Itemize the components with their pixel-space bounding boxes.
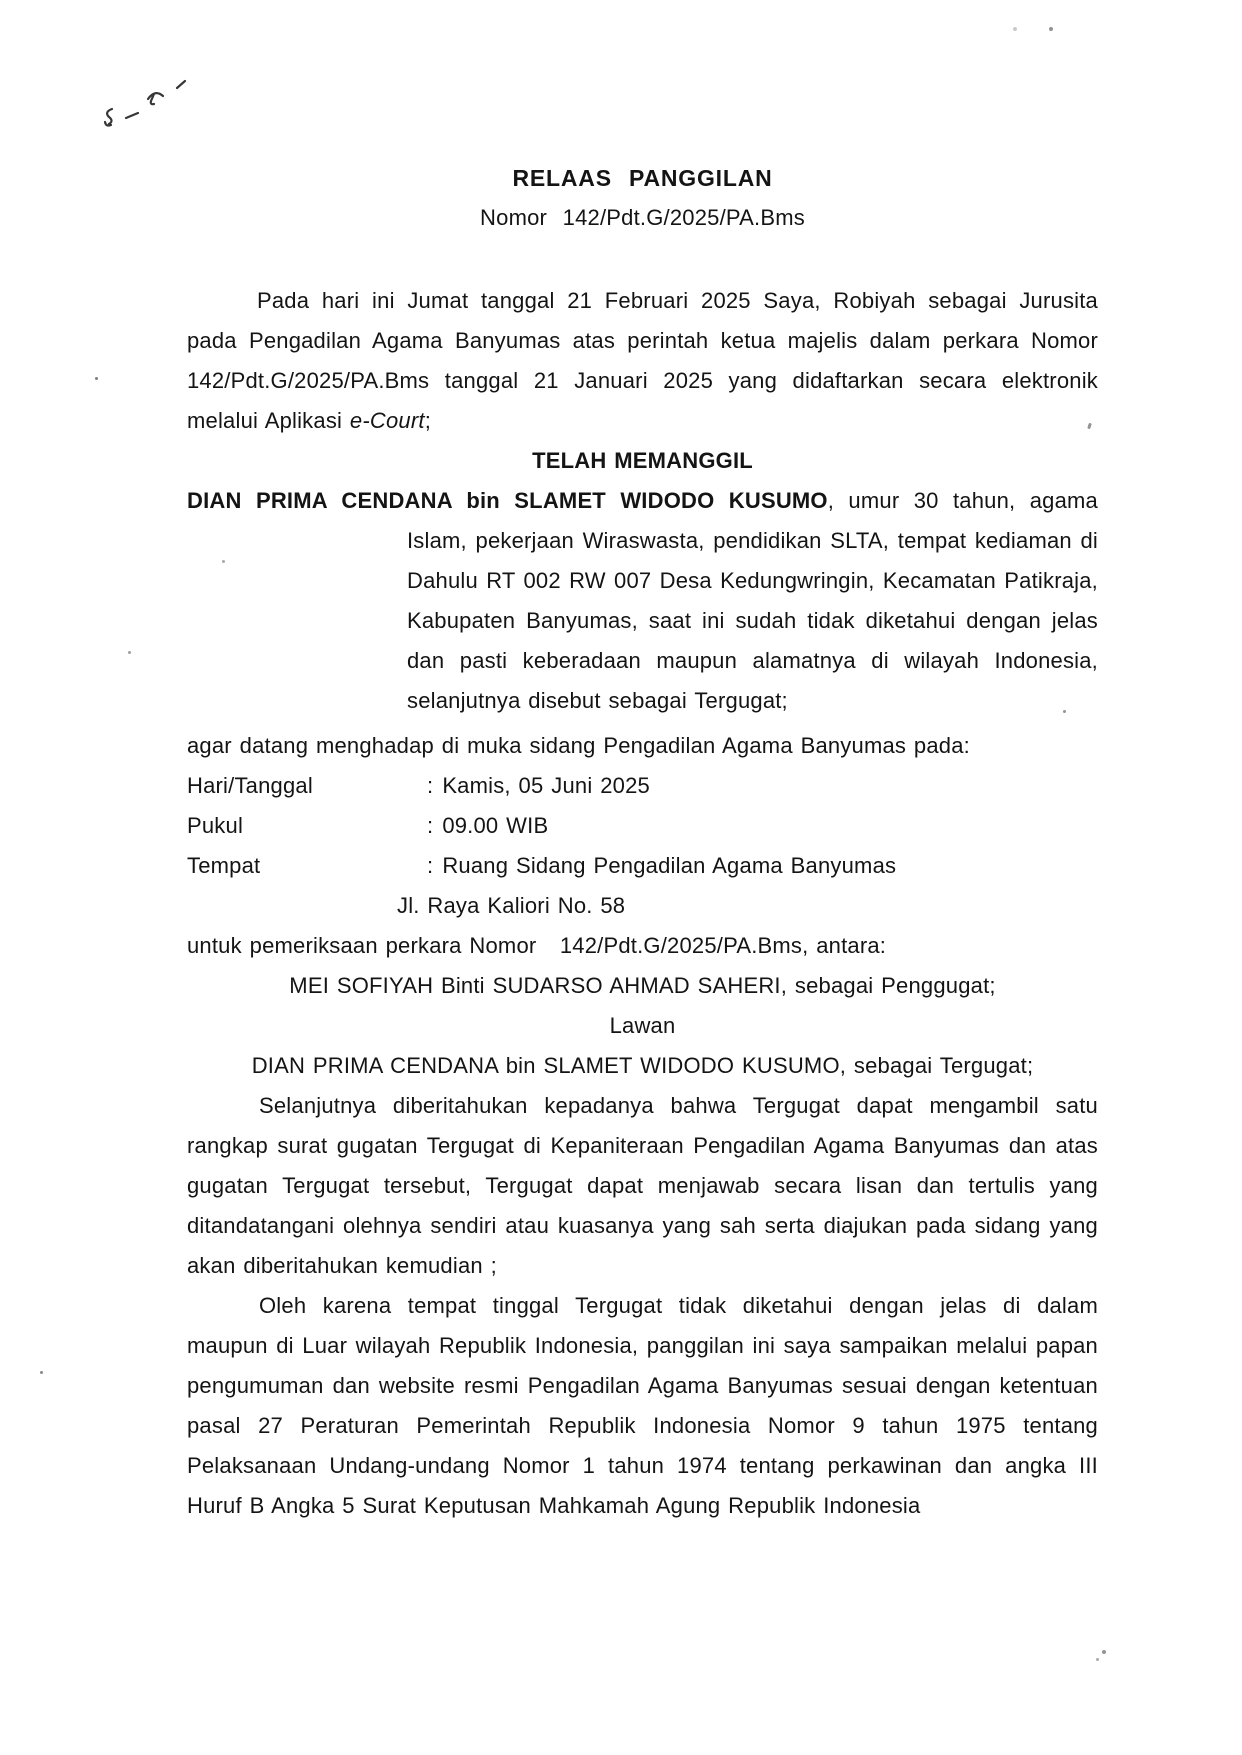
scan-speck (1049, 27, 1053, 31)
schedule-row-place (187, 846, 1098, 886)
defendant-details: , umur 30 tahun, agama Islam, pekerjaan Wiraswasta, pendidikan SLTA, tempat kediaman di Dahulu RT 002 RW 007 Desa Kedungwringin, Kecamatan Patikraja, Kabupaten Banyumas, saat ini sudah tidak diketahui dengan jelas dan pasti keberadaan maupun alamatnya di wilayah Indonesia, selanjutnya disebut sebagai Tergugat; (407, 488, 1098, 713)
defendant-identity-paragraph (187, 481, 1098, 721)
case-examination-line: untuk pemeriksaan perkara Nomor 142/Pdt.G/2025/PA.Bms, antara: (187, 933, 887, 958)
summon-heading: TELAH MEMANGGIL (532, 448, 753, 473)
court-address-line: Jl. Raya Kaliori No. 58 (397, 893, 626, 918)
scan-speck (128, 651, 131, 654)
scan-speck (1013, 27, 1017, 31)
opening-paragraph (187, 281, 1098, 441)
schedule-label-time: Pukul (187, 813, 244, 838)
colon-separator: : (427, 853, 434, 878)
defendant-line: DIAN PRIMA CENDANA bin SLAMET WIDODO KUSUMO, sebagai Tergugat; (251, 1053, 1034, 1078)
versus-label: Lawan (609, 1013, 676, 1038)
schedule-value-time: 09.00 WIB (442, 813, 549, 838)
service-paragraph: Oleh karena tempat tinggal Tergugat tidak diketahui dengan jelas di dalam maupun di Luar wilayah Republik Indonesia, panggilan ini saya sampaikan melalui papan pengumuman dan website resmi Pengadilan Agama Banyumas sesuai dengan ketentuan pasal 27 Peraturan Pemerintah Republik Indonesia Nomor 9 tahun 1975 tentang Pelaksanaan Undang-undang Nomor 1 tahun 1974 tentang perkawinan dan angka III Huruf B Angka 5 Surat Keputusan Mahkamah Agung Republik Indonesia (187, 1293, 1098, 1518)
pen-scribble-marks (92, 68, 202, 128)
opening-text: Pada hari ini Jumat tanggal 21 Februari 2025 Saya, Robiyah sebagai Jurusita pada Pengadilan Agama Banyumas atas perintah ketua majelis dalam perkara Nomor 142/Pdt.G/2025/PA.Bms tanggal 21 Januari 2025 yang didaftarkan secara elektronik melalui Aplikasi (187, 288, 1098, 433)
scan-speck (1102, 1650, 1106, 1654)
schedule-row-day-date (187, 766, 1098, 806)
document-title: RELAAS PANGGILAN (512, 165, 773, 191)
scan-speck (95, 377, 98, 380)
schedule-row-time (187, 806, 1098, 846)
colon-separator: : (427, 773, 434, 798)
notice-paragraph: Selanjutnya diberitahukan kepadanya bahwa Tergugat dapat mengambil satu rangkap surat gugatan Tergugat di Kepaniteraan Pengadilan Agama Banyumas dan atas gugatan Tergugat tersebut, Tergugat dapat menjawab secara lisan dan tertulis yang ditandatangani olehnya sendiri atau kuasanya yang sah serta diajukan pada sidang yang akan diberitahukan kemudian ; (187, 1093, 1098, 1278)
defendant-name: DIAN PRIMA CENDANA bin SLAMET WIDODO KUSUMO (187, 488, 828, 513)
document-body (187, 158, 1098, 1526)
colon-separator: : (427, 813, 434, 838)
schedule-value-place: Ruang Sidang Pengadilan Agama Banyumas (442, 853, 897, 878)
opening-text-end: ; (424, 408, 431, 433)
plaintiff-line: MEI SOFIYAH Binti SUDARSO AHMAD SAHERI, sebagai Penggugat; (289, 973, 996, 998)
ecourt-italic-text: e-Court (349, 408, 425, 433)
scan-speck (40, 1371, 43, 1374)
scan-speck (1096, 1658, 1099, 1661)
schedule-value-day-date: Kamis, 05 Juni 2025 (442, 773, 650, 798)
case-number-line: Nomor 142/Pdt.G/2025/PA.Bms (480, 205, 805, 230)
schedule-label-day-date: Hari/Tanggal (187, 773, 313, 798)
appear-instruction-line: agar datang menghadap di muka sidang Pengadilan Agama Banyumas pada: (187, 733, 970, 758)
schedule-label-place: Tempat (187, 853, 261, 878)
